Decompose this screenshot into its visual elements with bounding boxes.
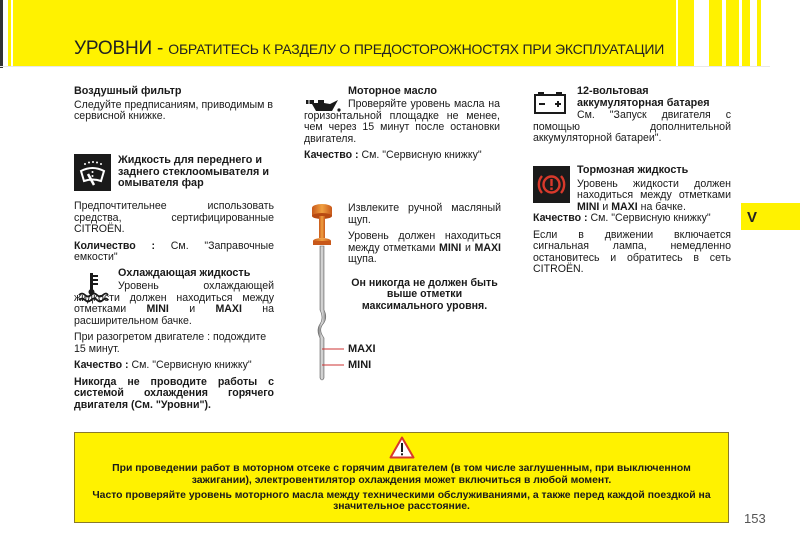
header-stripe <box>726 0 739 66</box>
brake-mini: MINI <box>577 200 600 213</box>
engine-oil-title: Моторное масло <box>348 85 437 97</box>
coolant-title: Охлаждающая жидкость <box>118 267 251 279</box>
oil-and: и <box>461 241 475 254</box>
brake-maxi: MAXI <box>611 200 638 213</box>
air-filter-section <box>74 86 274 128</box>
header-stripe <box>678 0 694 66</box>
battery-section <box>533 110 731 150</box>
warning-line-1: При проведении работ в моторном отсеке с горячим двигателем (в том числе заглушенным, при выключенном зажигании), электровентилятор охлаждения может включиться в любой момент. <box>112 463 691 486</box>
quality-text: См. "Сервисную книжку" <box>358 149 482 161</box>
dipstick-illustration <box>310 200 344 385</box>
washer-fluid-quantity <box>74 241 274 264</box>
oil-maxi: MAXI <box>474 241 501 254</box>
coolant-maxi: MAXI <box>215 303 242 315</box>
oil-mini: MINI <box>439 241 462 254</box>
header-stripe <box>757 0 761 66</box>
engine-oil-body <box>304 99 500 167</box>
warning-line-2: Часто проверяйте уровень моторного масла между техническими обслуживаниями, а также перед каждой поездкой на значительное расстояние. <box>92 489 711 513</box>
air-filter-title: Воздушный фильтр <box>74 85 182 97</box>
oil-level-text <box>348 231 501 266</box>
brake-text-after: на бачке. <box>637 200 686 213</box>
page-title-sub: ОБРАТИТЕСЬ К РАЗДЕЛУ О ПРЕДОСТОРОЖНОСТЯХ ПРИ ЭКСПЛУАТАЦИИ <box>168 41 665 57</box>
page-edge <box>0 0 3 68</box>
brake-fluid-section <box>533 213 731 281</box>
quality-text: См. "Сервисную книжку" <box>587 212 711 224</box>
warning-box <box>74 432 729 523</box>
coolant-hot-engine: При разогретом двигателе : подождите 15 минут. <box>74 331 267 355</box>
coolant-text-before: Уровень охлаждающей жидкости должен находиться между отметками <box>74 280 274 315</box>
washer-fluid-title: Жидкость для переднего и заднего стеклоомывателя и омывателя фар <box>118 154 269 189</box>
brake-fluid-warning: Если в движении включается сигнальная лампа, немедленно остановитесь и обратитесь в сеть CITROËN. <box>533 228 731 275</box>
page-number: 153 <box>744 511 766 526</box>
brake-text-before: Уровень жидкости должен находиться между отметками <box>577 177 731 201</box>
battery-title: 12-вольтовая аккумуляторная батарея <box>577 85 710 109</box>
coolant-warning: Никогда не проводите работы с системой охлаждения горячего двигателя (См. "Уровни"). <box>74 375 274 411</box>
quality-label: Качество : <box>304 149 359 161</box>
washer-fluid-text: Предпочтительнее использовать средства, сертифицированные CITROËN. <box>74 200 274 235</box>
quantity-text: См. "Заправочные емкости" <box>74 239 274 263</box>
battery-header <box>577 86 731 111</box>
engine-oil-text: Проверяйте уровень масла на горизонтальной площадке не менее, чем через 15 минут после остановки двигателя. <box>304 98 500 145</box>
dipstick-text: Извлеките ручной масляный щуп. <box>348 202 501 226</box>
dipstick-maxi-label: MAXI <box>348 343 376 355</box>
brake-fluid-header <box>577 165 731 218</box>
brake-warning-icon <box>533 166 570 203</box>
oil-level-before: Уровень должен находиться между отметками <box>348 230 501 254</box>
quality-label: Качество : <box>74 359 129 371</box>
brake-fluid-quality <box>533 213 731 225</box>
air-filter-text: Следуйте предписаниям, приводимым в сервисной книжке. <box>74 98 274 122</box>
page-title-main: УРОВНИ - <box>74 38 169 59</box>
windscreen-washer-icon <box>74 154 111 191</box>
battery-text: См. "Запуск двигателя с помощью дополнительной аккумуляторной батареи". <box>533 109 731 144</box>
dipstick-mini-label: MINI <box>348 359 372 371</box>
brake-fluid-text <box>577 179 731 214</box>
coolant-quality <box>74 360 274 372</box>
coolant-text <box>74 281 274 327</box>
quality-label: Качество : <box>533 212 588 224</box>
coolant-section <box>74 281 274 416</box>
coolant-text-after: на расширительном бачке. <box>74 303 274 327</box>
quality-text: См. "Сервисную книжку" <box>128 359 252 371</box>
header-stripe <box>742 0 750 66</box>
oil-never-above: Он никогда не должен быть выше отметки максимального уровня. <box>351 276 498 312</box>
brake-and: и <box>599 200 612 213</box>
dipstick-instructions <box>348 203 501 317</box>
page-title <box>74 38 664 60</box>
oil-level-after: щупа. <box>348 253 377 265</box>
header-stripe <box>709 0 722 66</box>
coolant-mini: MINI <box>146 303 169 315</box>
washer-fluid-title-block <box>118 155 278 190</box>
washer-fluid-section <box>74 201 274 269</box>
quantity-label: Количество : <box>74 239 156 252</box>
brake-fluid-title: Тормозная жидкость <box>577 164 689 176</box>
engine-oil-quality <box>304 150 500 162</box>
coolant-and: и <box>168 303 216 315</box>
warning-triangle-icon <box>389 436 415 459</box>
section-tab[interactable]: V <box>741 203 800 230</box>
header-shadow <box>0 66 770 67</box>
header-stripe <box>8 0 11 66</box>
